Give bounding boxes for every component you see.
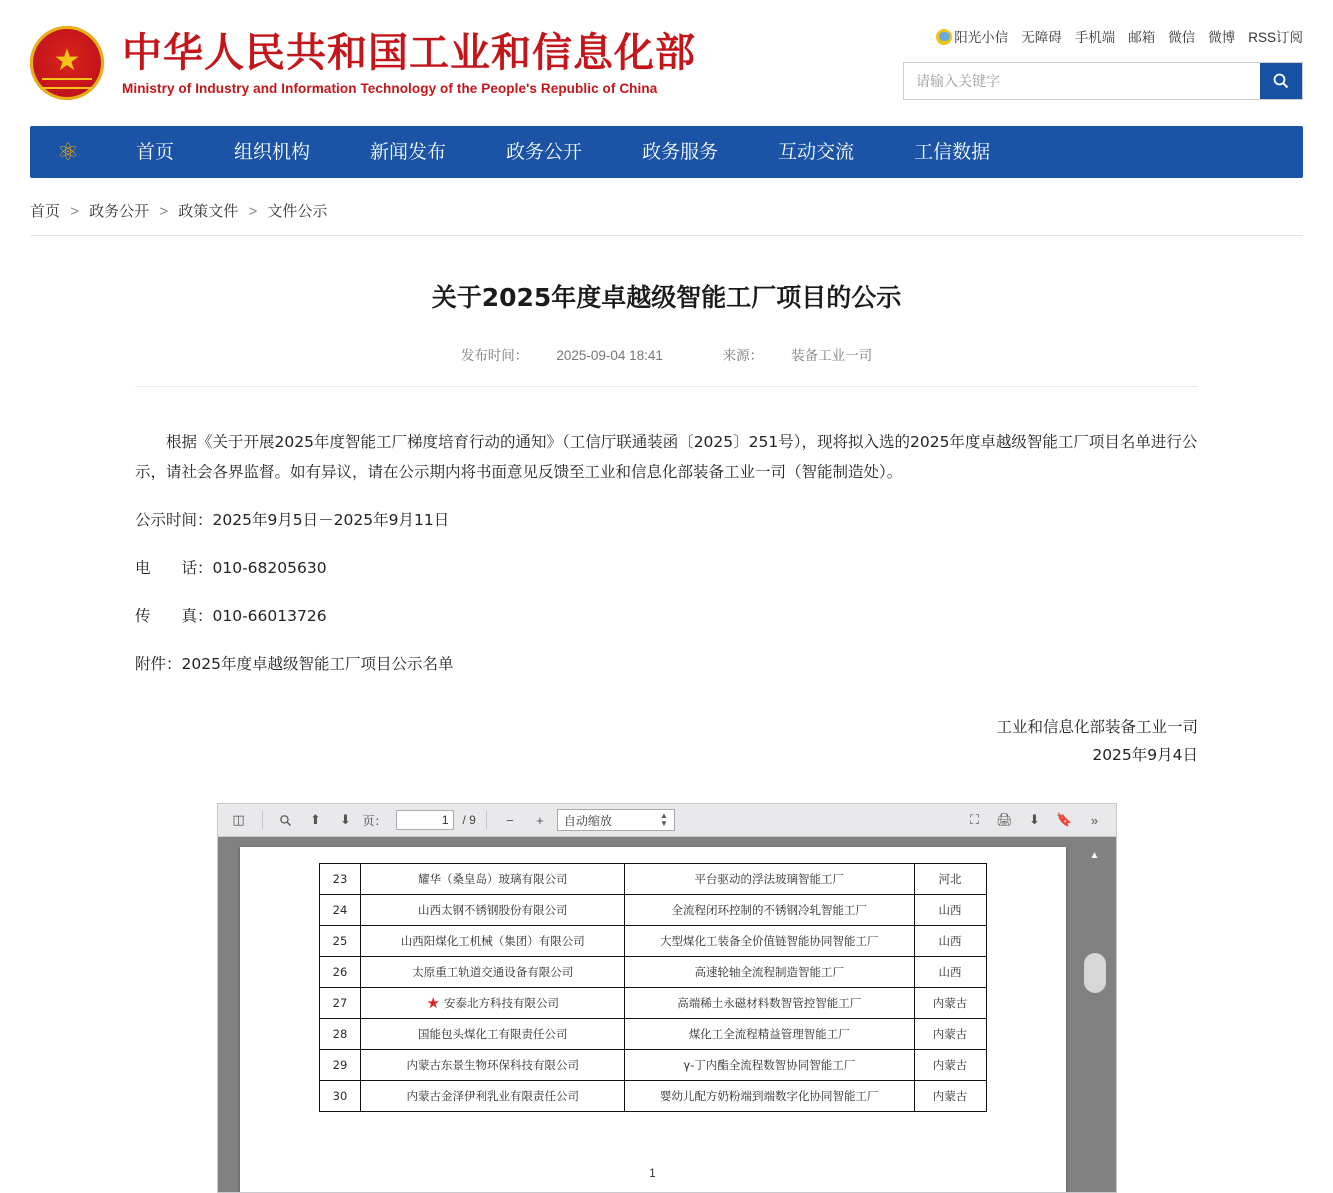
sign-date: 2025年9月4日 <box>1092 746 1198 764</box>
cell-location: 河北 <box>914 864 986 895</box>
cell-company: 山西太钢不锈钢股份有限公司 <box>361 895 625 926</box>
table-row <box>319 988 986 1019</box>
cell-location: 内蒙古 <box>914 1019 986 1050</box>
arrow-down-icon[interactable]: ⬇ <box>340 812 351 827</box>
page-title: 关于2025年度卓越级智能工厂项目的公示 <box>431 283 902 312</box>
top-link-accessibility[interactable]: 无障碍 <box>1021 30 1062 45</box>
table-row <box>319 957 986 988</box>
cell-no: 30 <box>319 1081 361 1112</box>
breadcrumb-separator: > <box>70 203 79 220</box>
source-value: 装备工业一司 <box>791 348 873 363</box>
cell-project: 大型煤化工装备全价值链智能协同智能工厂 <box>625 926 915 957</box>
article-meta <box>135 344 1198 387</box>
scrollbar-thumb[interactable] <box>1084 953 1106 993</box>
cell-project: γ-丁内酯全流程数智协同智能工厂 <box>625 1050 915 1081</box>
nav-item-gov-affairs[interactable]: 政务公开 <box>506 141 583 163</box>
top-link-mobile[interactable]: 手机端 <box>1074 30 1116 45</box>
printer-icon[interactable]: 🖨 <box>996 812 1013 827</box>
toolbar-divider <box>486 811 487 829</box>
breadcrumb <box>30 200 1303 236</box>
notice-period: 公示时间：2025年9月5日－2025年9月11日 <box>135 511 450 529</box>
cell-project: 煤化工全流程精益管理智能工厂 <box>625 1019 915 1050</box>
sun-icon <box>936 29 952 45</box>
breadcrumb-item-0[interactable]: 首页 <box>30 203 61 220</box>
toolbar-divider <box>262 811 263 829</box>
cell-location: 山西 <box>914 895 986 926</box>
breadcrumb-item-2[interactable]: 政策文件 <box>178 203 239 220</box>
contact-fax: 传 真：010-66013726 <box>135 607 327 625</box>
cell-no: 25 <box>319 926 361 957</box>
site-title-en: Ministry of Industry and Information Technology of the People's Republic of China <box>122 81 658 96</box>
cell-location: 内蒙古 <box>914 1050 986 1081</box>
cell-location: 山西 <box>914 957 986 988</box>
nav-item-interaction[interactable]: 互动交流 <box>778 141 855 163</box>
publish-time <box>447 348 681 363</box>
breadcrumb-separator: > <box>159 203 169 220</box>
top-link-weibo[interactable]: 微博 <box>1208 30 1236 45</box>
pdf-scrollbar[interactable] <box>1084 845 1106 1192</box>
nav-item-organization[interactable]: 组织机构 <box>234 141 311 163</box>
table-row <box>319 1019 986 1050</box>
cell-company: 内蒙古金泽伊利乳业有限责任公司 <box>361 1081 625 1112</box>
breadcrumb-item-3[interactable]: 文件公示 <box>267 203 328 220</box>
signer: 工业和信息化部装备工业一司 <box>996 718 1198 736</box>
download-icon[interactable]: ⬇ <box>1029 812 1040 827</box>
pdf-page <box>240 847 1066 1193</box>
publish-time-value: 2025-09-04 18:41 <box>556 348 663 363</box>
page-input[interactable] <box>396 810 454 830</box>
top-links <box>903 26 1303 46</box>
nav-item-gov-services[interactable]: 政务服务 <box>642 141 719 163</box>
cell-company: 国能包头煤化工有限责任公司 <box>361 1019 625 1050</box>
cell-no: 23 <box>319 864 361 895</box>
zoom-value: 自动缩放 <box>563 813 612 828</box>
top-link-sunshine[interactable]: 阳光小信 <box>936 26 1008 46</box>
cell-company-text: 安泰北方科技有限公司 <box>443 996 559 1010</box>
breadcrumb-item-1[interactable]: 政务公开 <box>89 203 150 220</box>
cell-project: 高速轮轴全流程制造智能工厂 <box>625 957 915 988</box>
plus-icon[interactable]: + <box>536 812 544 828</box>
top-link-email[interactable]: 邮箱 <box>1128 30 1156 45</box>
minus-icon[interactable]: − <box>506 812 514 828</box>
cell-project: 婴幼儿配方奶粉端到端数字化协同智能工厂 <box>625 1081 915 1112</box>
chevron-double-right-icon[interactable]: » <box>1090 812 1099 828</box>
breadcrumb-separator: > <box>248 203 258 220</box>
article-paragraph-1: 根据《关于开展2025年度智能工厂梯度培育行动的通知》（工信厅联通装函〔2025〕251号），现将拟入选的2025年度卓越级智能工厂项目名单进行公示，请社会各界监督。如有异议，请在公示期内将书面意见反馈至工业和信息化部装备工业一司（智能制造处）。 <box>135 433 1198 481</box>
search-icon <box>1272 72 1290 90</box>
pdf-viewer <box>217 803 1117 1193</box>
sidebar-toggle-icon[interactable]: ◫ <box>232 812 245 827</box>
search-input[interactable] <box>904 63 1260 99</box>
cell-company: 太原重工轨道交通设备有限公司 <box>361 957 625 988</box>
table-row <box>319 1081 986 1112</box>
table-row <box>319 1050 986 1081</box>
national-emblem-icon <box>30 26 104 100</box>
article <box>0 278 1333 769</box>
site-brand[interactable] <box>30 26 696 100</box>
pdf-page-number: 1 <box>649 1168 656 1180</box>
cell-no: 27 <box>319 988 361 1019</box>
cell-company: 耀华（桑皇岛）玻璃有限公司 <box>361 864 625 895</box>
pdf-toolbar <box>217 803 1117 837</box>
page-label: 页： <box>362 813 387 828</box>
site-header <box>0 0 1333 126</box>
cell-project: 高端稀土永磁材料数智管控智能工厂 <box>625 988 915 1019</box>
zoom-select[interactable] <box>557 809 675 831</box>
cell-location: 内蒙古 <box>914 1081 986 1112</box>
source-label: 来源： <box>722 348 764 363</box>
top-link-wechat[interactable]: 微信 <box>1168 30 1196 45</box>
site-title-cn: 中华人民共和国工业和信息化部 <box>122 30 696 76</box>
cell-location: 山西 <box>914 926 986 957</box>
nav-item-home[interactable]: 首页 <box>136 141 175 163</box>
cell-no: 26 <box>319 957 361 988</box>
search-icon[interactable] <box>273 808 299 832</box>
cell-project: 平台驱动的浮法玻璃智能工厂 <box>625 864 915 895</box>
bookmark-icon[interactable]: 🔖 <box>1056 812 1073 827</box>
publish-time-label: 发布时间： <box>460 348 529 363</box>
cell-no: 29 <box>319 1050 361 1081</box>
cell-company: 内蒙古东景生物环保科技有限公司 <box>361 1050 625 1081</box>
nav-item-news[interactable]: 新闻发布 <box>370 141 447 163</box>
cell-project: 全流程闭环控制的不锈钢冷轧智能工厂 <box>625 895 915 926</box>
cell-no: 24 <box>319 895 361 926</box>
page-total: / 9 <box>462 813 476 827</box>
search-bar <box>903 62 1303 100</box>
star-icon: ★ <box>426 994 440 1012</box>
mii-logo-icon: ⚛ <box>57 138 79 166</box>
chevron-updown-icon: ▲ ▼ <box>659 811 668 828</box>
table-row <box>319 864 986 895</box>
search-button[interactable] <box>1260 63 1302 99</box>
cell-company <box>361 988 625 1019</box>
pdf-body <box>217 837 1117 1193</box>
attachment-line[interactable]: 附件：2025年度卓越级智能工厂项目公示名单 <box>135 655 454 673</box>
fullscreen-icon[interactable]: ⛶ <box>969 812 980 827</box>
article-body <box>135 387 1198 769</box>
main-nav <box>30 126 1303 178</box>
contact-phone: 电 话：010-68205630 <box>135 559 327 577</box>
arrow-up-icon[interactable]: ⬆ <box>310 812 321 827</box>
article-source <box>709 348 887 363</box>
cell-no: 28 <box>319 1019 361 1050</box>
scroll-up-icon[interactable]: ▲ <box>1089 849 1100 861</box>
cell-location: 内蒙古 <box>914 988 986 1019</box>
table-row <box>319 926 986 957</box>
table-row <box>319 895 986 926</box>
top-link-rss[interactable]: RSS订阅 <box>1248 30 1303 45</box>
cell-company: 山西阳煤化工机械（集团）有限公司 <box>361 926 625 957</box>
project-table <box>319 863 987 1112</box>
nav-item-data[interactable]: 工信数据 <box>914 141 991 163</box>
